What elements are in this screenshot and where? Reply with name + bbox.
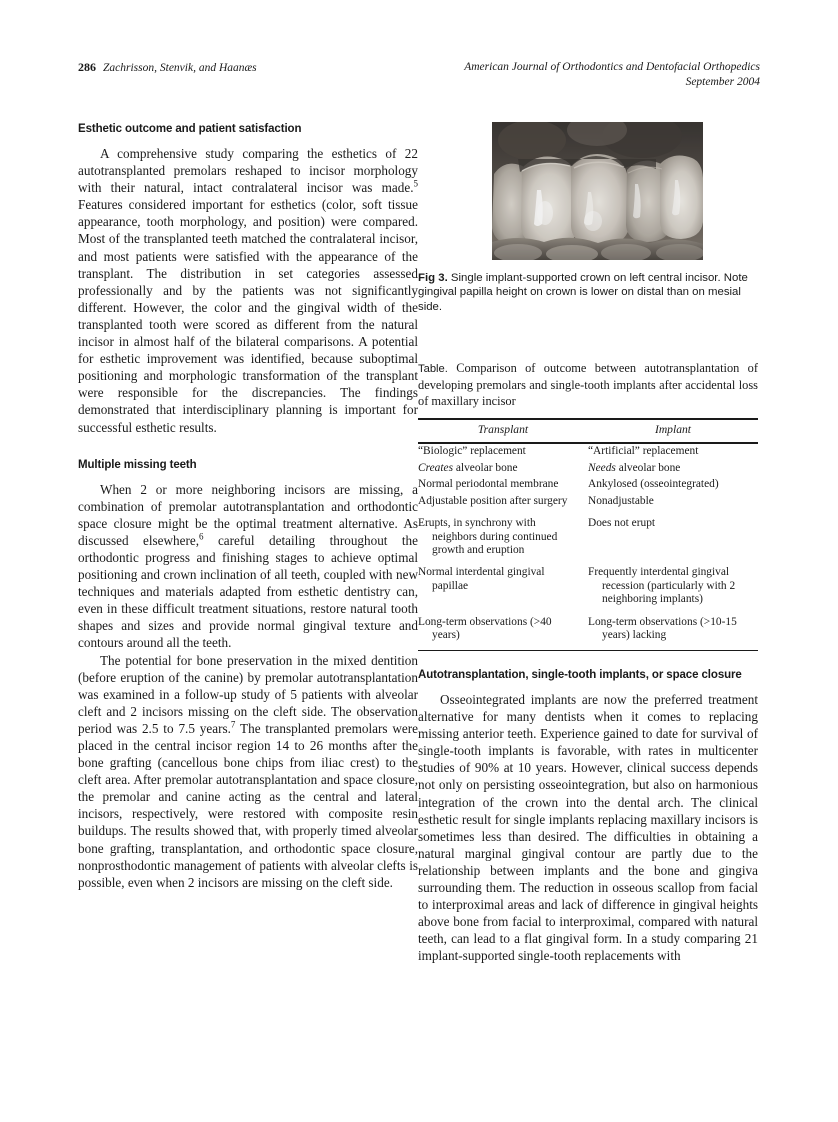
reference-marker-6: 6 [199, 531, 204, 542]
figure-label: Fig 3. [418, 272, 448, 284]
table-header-row [418, 420, 758, 443]
section-heading-autotransplantation-implants-space-closure: Autotransplantation, single-tooth implants, or space closure [418, 669, 742, 681]
cell-text: Long-term observations (>10-15 years) lacking [588, 615, 737, 642]
figure-3 [418, 122, 758, 314]
paragraph-esthetic-outcome [78, 145, 418, 436]
column-header-transplant: Transplant [418, 420, 588, 443]
cell-text: alveolar bone [453, 461, 518, 474]
paragraph-text-part-2: The transplanted premolars were placed in the central incisor region 14 to 26 months after the bone grafting (cancellous bone chips from iliac crest) to the cleft area. After premolar autotransplantation and space closure, the premolar and canine acting as the central and lateral incisors, respectively, were restored with composite resin buildups. The results showed that, with properly timed alveolar bone grafting, transplantation, and orthodontic space closure, nonprosthodontic management of patients with alveolar clefts is possible, even when 2 incisors are missing on the cleft side. [78, 720, 418, 890]
cell-italic-prefix: Needs [588, 461, 616, 474]
journal-title: American Journal of Orthodontics and Dentofacial Orthopedics [464, 61, 760, 73]
reference-marker-5: 5 [413, 178, 418, 189]
cell-text: Ankylosed (osseointegrated) [588, 478, 719, 491]
table-label: Table. [418, 363, 448, 375]
left-column [78, 122, 418, 891]
cell-text: Long-term observations (>40 years) [418, 615, 552, 642]
table-bottom-rule [418, 650, 758, 651]
table-row [418, 460, 758, 477]
cell-implant [588, 493, 758, 510]
cell-transplant [418, 559, 588, 608]
cell-text: Normal periodontal membrane [418, 478, 559, 491]
cell-italic-prefix: Creates [418, 461, 454, 474]
running-head-left [78, 60, 257, 75]
section-heading-esthetic-outcome: Esthetic outcome and patient satisfaction [78, 123, 302, 135]
right-column [418, 668, 758, 965]
reference-marker-7: 7 [230, 719, 236, 730]
cell-implant [588, 510, 758, 559]
paragraph-text-part-2: Features considered important for esthetics (color, soft tissue appearance, tooth morphology, and position) were compared. Most of the transplanted teeth matched the contralateral incisor, and most patients were satisfied with the appearance of the transplant. The distribution in set categories assessed professionally and by the patients was not significantly different. However, the color and the gingival width of the transplanted tooth were scored as different from the natural incisor in almost half of the bilateral comparisons. A potential for esthetic improvement was identified, because suboptimal positioning and morphologic transformation of the transplant were responsible for the discrepancies. The findings demonstrated that interdisciplinary planning is important for successful esthetic results. [78, 197, 418, 435]
cell-text: alveolar bone [615, 461, 681, 474]
running-head-authors: Zachrisson, Stenvik, and Haanæs [103, 62, 257, 74]
table-row [418, 559, 758, 608]
table-head [418, 419, 758, 443]
paragraph-multiple-missing-2 [78, 652, 418, 891]
cell-text: “Biologic” replacement [418, 445, 526, 458]
comparison-table-block [418, 360, 758, 651]
cell-text: Adjustable position after surgery [418, 494, 568, 507]
cell-implant [588, 559, 758, 608]
cell-text: Nonadjustable [588, 494, 654, 507]
cell-implant [588, 460, 758, 477]
table-caption-text: Comparison of outcome between autotransplantation of developing premolars and single-tooth implants after accidental loss of maxillary incisor [418, 361, 758, 408]
section-heading-multiple-missing-teeth: Multiple missing teeth [78, 458, 197, 471]
page-number: 286 [78, 60, 96, 74]
table-row [418, 493, 758, 510]
cell-implant [588, 477, 758, 494]
cell-transplant [418, 460, 588, 477]
cell-transplant [418, 493, 588, 510]
cell-text: Frequently interdental gingival recession (particularly with 2 neighboring implants) [588, 566, 736, 606]
figure-caption-text: Single implant-supported crown on left central incisor. Note gingival papilla height on crown is lower on distal than on mesial side. [418, 272, 748, 313]
comparison-table [418, 418, 758, 644]
cell-text: Normal interdental gingival papillae [418, 566, 545, 592]
table-body [418, 443, 758, 645]
paragraph-text-part-1: The potential for bone preservation in the mixed dentition (before eruption of the canine) by premolar autotransplantation was examined in a follow-up study of 5 patients with alveolar cleft and 2 incisors missing on the cleft side. The observation period was 2.5 to 7.5 years. [78, 652, 418, 736]
cell-text: “Artificial” replacement [588, 445, 699, 458]
cell-text: Erupts, in synchrony with neighbors during continued growth and eruption [418, 516, 558, 557]
issue-date: September 2004 [685, 76, 760, 88]
figure-caption [418, 271, 758, 314]
table-row [418, 609, 758, 645]
cell-implant [588, 609, 758, 645]
paragraph-text-part-1: When 2 or more neighboring incisors are missing, a combination of premolar autotransplantation and orthodontic space closure might be the optimal treatment alternative. As discussed elsewhere, [78, 481, 418, 548]
running-head [78, 60, 760, 100]
paragraph-text-part-2: careful detailing throughout the orthodontic progress and finishing stages to achieve optimal positioning and crown inclination of all teeth, coupled with new techniques and materials adapted from esthetic dentistry can, even in these difficult treatment situations, restore natural tooth shapes and sizes and provide normal gingival texture and contours around all the teeth. [78, 532, 419, 651]
table-row [418, 477, 758, 494]
cell-transplant [418, 609, 588, 645]
table-row [418, 443, 758, 461]
paragraph-text-part-1: A comprehensive study comparing the esthetics of 22 autotransplanted premolars reshaped to incisor morphology with their natural, intact contralateral incisor was made. [78, 146, 418, 196]
table-caption [418, 360, 758, 409]
cell-transplant [418, 443, 588, 461]
cell-transplant [418, 510, 588, 559]
cell-text: Does not erupt [588, 516, 656, 529]
cell-implant [588, 443, 758, 461]
running-head-right [464, 60, 760, 90]
paragraph-osseointegrated-implants: Osseointegrated implants are now the preferred treatment alternative for many dentists when it comes to replacing missing anterior teeth. Experience gained to date for survival of single-tooth implants is favorable, with rates in multicenter studies of 90% at 10 years. However, clinical success depends not only on persisting osseointegration, but also on harmonious integration of the crown into the dental arch. The clinical esthetic result for single implants replacing maxillary incisors is sometimes less than desired. The difficulties in obtaining a natural marginal gingival contour are partly due to the relationship between implants and the bone and gingiva surrounding them. The reduction in osseous scallop from facial to interproximal areas and lack of difference in gingival heights above bone from facial to interproximal, compared with natural teeth, can lead to a flat gingival form. In a study comparing 21 implant-supported single-tooth replacements with [418, 692, 758, 964]
paragraph-multiple-missing-1 [78, 481, 418, 652]
column-header-implant: Implant [588, 420, 758, 443]
clinical-photo-image [492, 122, 703, 260]
table-row [418, 510, 758, 559]
cell-transplant [418, 477, 588, 494]
